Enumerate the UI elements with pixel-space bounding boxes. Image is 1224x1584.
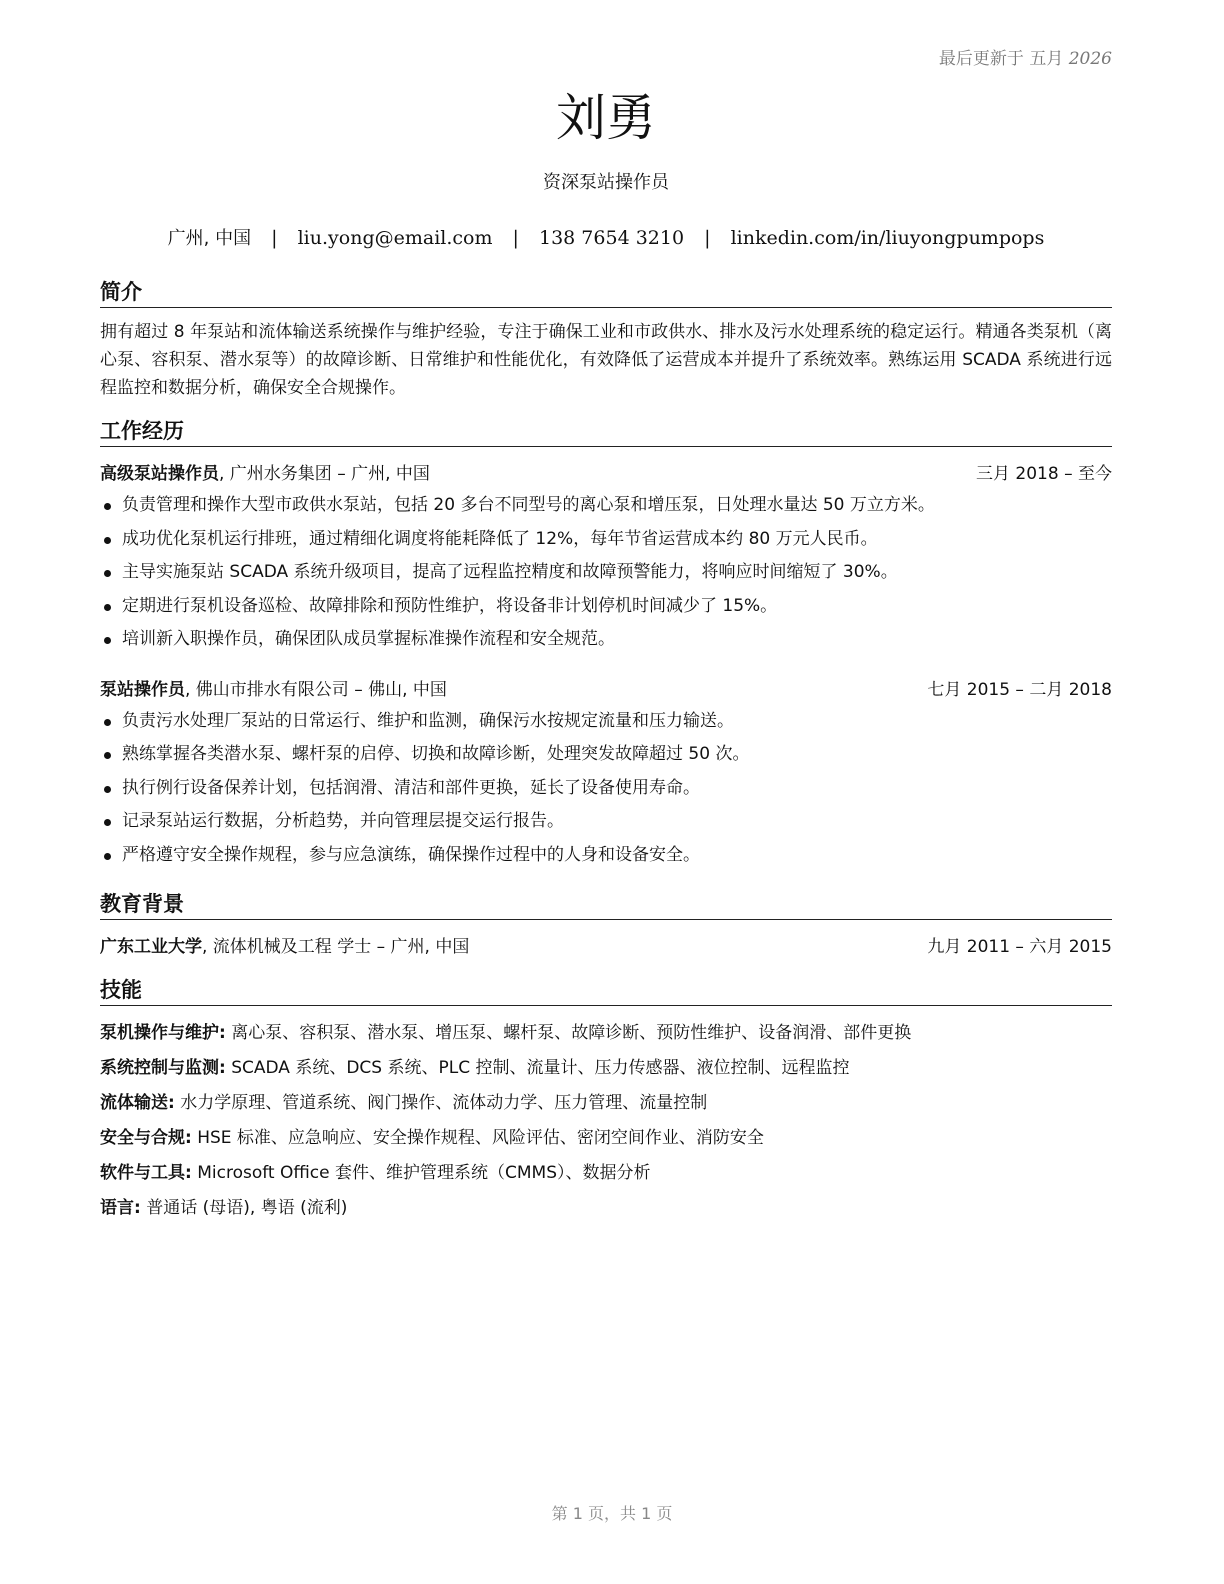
skill-label: 泵机操作与维护: (100, 1023, 226, 1043)
skill-label: 安全与合规: (100, 1128, 192, 1148)
job-bullet: 负责污水处理厂泵站的日常运行、维护和监测，确保污水按规定流量和压力输送。 (100, 705, 1112, 739)
page-number: 第 1 页，共 1 页 (551, 1504, 673, 1523)
job-title-line (100, 459, 430, 489)
skill-label: 流体输送: (100, 1093, 175, 1113)
contact-linkedin[interactable]: linkedin.com/in/liuyongpumpops (730, 227, 1045, 249)
job-bullets (100, 705, 1112, 873)
job-role: 泵站操作员 (100, 679, 185, 700)
job-header (100, 675, 1112, 705)
job-header (100, 459, 1112, 489)
skill-label: 系统控制与监测: (100, 1058, 226, 1078)
job-bullet: 熟练掌握各类潜水泵、螺杆泵的启停、切换和故障诊断，处理突发故障超过 50 次。 (100, 738, 1112, 772)
job-bullet: 培训新入职操作员，确保团队成员掌握标准操作流程和安全规范。 (100, 623, 1112, 657)
job-bullet: 定期进行泵机设备巡检、故障排除和预防性维护，将设备非计划停机时间减少了 15%。 (100, 590, 1112, 624)
section-heading-skills: 技能 (100, 977, 1112, 1006)
skill-value: Microsoft Office 套件、维护管理系统（CMMS）、数据分析 (191, 1163, 651, 1183)
job-bullet: 成功优化泵机运行排班，通过精细化调度将能耗降低了 12%，每年节省运营成本约 80 万元人民币。 (100, 523, 1112, 557)
last-updated-year: 2026 (1068, 49, 1112, 69)
contact-separator: | (271, 227, 278, 249)
skill-value: 普通话 (母语), 粤语 (流利) (140, 1198, 348, 1218)
job-title-line (100, 675, 447, 705)
skill-line (100, 1086, 1112, 1121)
candidate-name: 刘勇 (556, 89, 656, 147)
job-role: 高级泵站操作员 (100, 464, 219, 484)
job-bullet: 执行例行设备保养计划，包括润滑、清洁和部件更换，延长了设备使用寿命。 (100, 772, 1112, 806)
education-title-line (100, 932, 469, 962)
contact-line (100, 224, 1112, 250)
contact-phone[interactable]: 138 7654 3210 (539, 227, 685, 249)
skill-label: 语言: (100, 1198, 141, 1218)
skill-label: 软件与工具: (100, 1163, 192, 1183)
skill-line (100, 1121, 1112, 1156)
candidate-title: 资深泵站操作员 (543, 172, 669, 193)
job-org: , 佛山市排水有限公司 – 佛山, 中国 (185, 679, 447, 700)
education-entry (100, 932, 1112, 962)
job-bullet: 记录泵站运行数据，分析趋势，并向管理层提交运行报告。 (100, 805, 1112, 839)
skill-value: SCADA 系统、DCS 系统、PLC 控制、流量计、压力传感器、液位控制、远程监控 (225, 1058, 850, 1078)
job-dates: 三月 2018 – 至今 (976, 464, 1112, 484)
section-heading-summary: 简介 (100, 279, 1112, 308)
job-entry (100, 675, 1112, 873)
education-section (100, 891, 1112, 962)
skills-section (100, 977, 1112, 1226)
job-bullet: 负责管理和操作大型市政供水泵站，包括 20 多台不同型号的离心泵和增压泵，日处理水量达 50 万立方米。 (100, 489, 1112, 523)
skill-value: 离心泵、容积泵、潜水泵、增压泵、螺杆泵、故障诊断、预防性维护、设备润滑、部件更换 (225, 1023, 912, 1043)
last-updated (939, 44, 1112, 69)
summary-section (100, 279, 1112, 402)
job-bullets (100, 489, 1112, 657)
skill-line (100, 1156, 1112, 1191)
skills-list (100, 1016, 1112, 1226)
job-org: , 广州水务集团 – 广州, 中国 (219, 464, 430, 484)
contact-separator: | (512, 227, 519, 249)
contact-location: 广州, 中国 (167, 228, 252, 249)
job-entry (100, 459, 1112, 657)
education-dates: 九月 2011 – 六月 2015 (927, 937, 1112, 957)
skill-value: HSE 标准、应急响应、安全操作规程、风险评估、密闭空间作业、消防安全 (191, 1128, 764, 1148)
job-bullet: 主导实施泵站 SCADA 系统升级项目，提高了远程监控精度和故障预警能力，将响应时间缩短了 30%。 (100, 556, 1112, 590)
skill-line (100, 1051, 1112, 1086)
summary-text: 拥有超过 8 年泵站和流体输送系统操作与维护经验，专注于确保工业和市政供水、排水及污水处理系统的稳定运行。精通各类泵机（离心泵、容积泵、潜水泵等）的故障诊断、日常维护和性能优化，有效降低了运营成本并提升了系统效率。熟练运用 SCADA 系统进行远程监控和数据分析，确保安全合规操作。 (100, 322, 1112, 398)
education-school: 广东工业大学 (100, 937, 202, 957)
section-heading-education: 教育背景 (100, 891, 1112, 920)
section-heading-experience: 工作经历 (100, 418, 1112, 447)
resume-page (100, 0, 1112, 1584)
contact-separator: | (704, 227, 711, 249)
experience-section (100, 418, 1112, 872)
job-dates: 七月 2015 – 二月 2018 (927, 679, 1112, 700)
skill-line (100, 1191, 1112, 1226)
last-updated-label: 最后更新于 五月 (938, 49, 1064, 69)
contact-email[interactable]: liu.yong@email.com (297, 227, 493, 249)
job-bullet: 严格遵守安全操作规程，参与应急演练，确保操作过程中的人身和设备安全。 (100, 839, 1112, 873)
skill-value: 水力学原理、管道系统、阀门操作、流体动力学、压力管理、流量控制 (174, 1093, 708, 1113)
education-detail: , 流体机械及工程 学士 – 广州, 中国 (202, 937, 470, 957)
skill-line (100, 1016, 1112, 1051)
